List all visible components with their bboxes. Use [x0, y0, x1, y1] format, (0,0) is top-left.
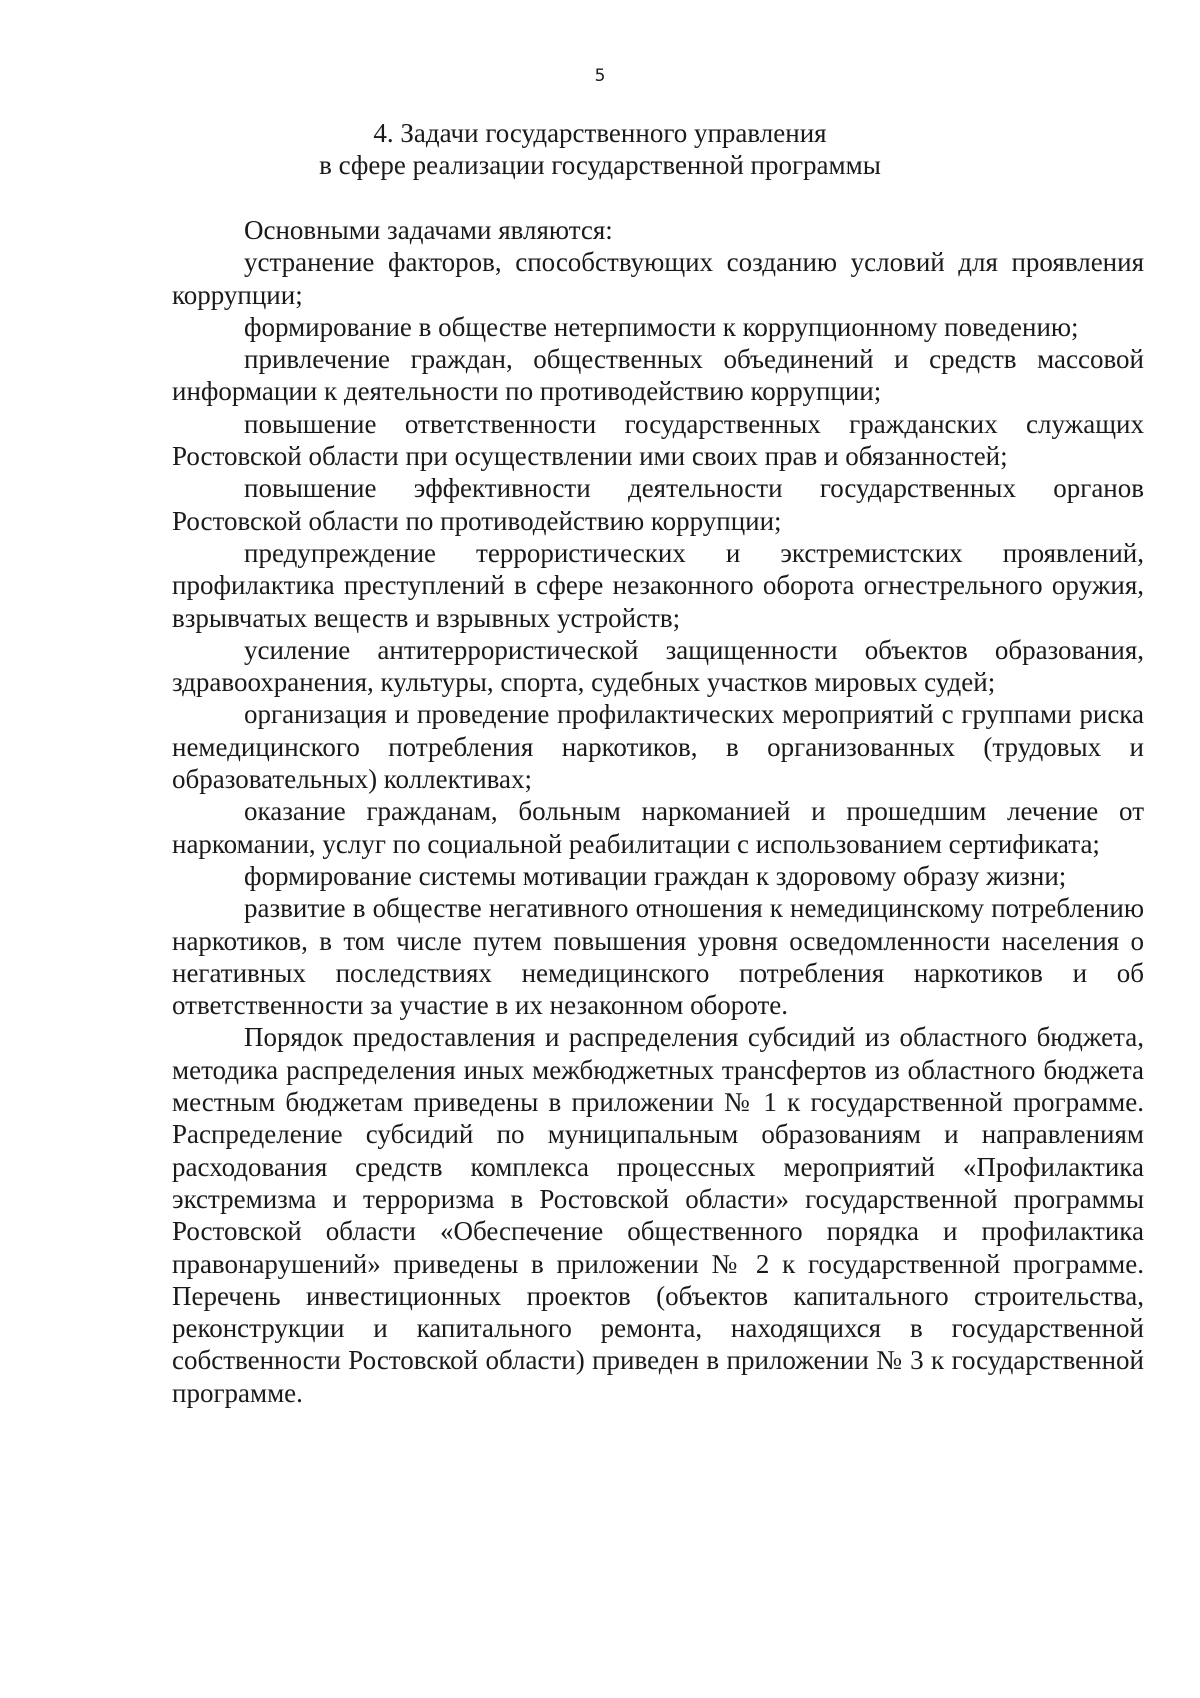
- paragraph-task-11: развитие в обществе негативного отношения к немедицинскому потреблению наркотиков, в том числе путем повышения уровня осведомленности населения о негативных последствиях немедицинского потребления наркотиков и об ответственности за участие в их незаконном обороте.: [172, 893, 1144, 1021]
- paragraph-intro: Основными задачами являются:: [244, 215, 613, 245]
- paragraph-task-8: организация и проведение профилактических мероприятий с группами риска немедицинского потребления наркотиков, в организованных (трудовых и образовательных) коллективах;: [172, 699, 1144, 795]
- paragraph-task-4: повышение ответственности государственных гражданских служащих Ростовской области при осуществлении ими своих прав и обязанностей;: [172, 408, 1144, 472]
- paragraph-task-3: привлечение граждан, общественных объединений и средств массовой информации к деятельности по противодействию коррупции;: [172, 344, 1144, 407]
- body-text: [172, 214, 1144, 1409]
- paragraph-task-10: формирование системы мотивации граждан к здоровому образу жизни;: [244, 860, 1067, 891]
- paragraph-task-9: оказание гражданам, больным наркоманией и прошедшим лечение от наркомании, услуг по социальной реабилитации с использованием сертификата;: [172, 796, 1144, 859]
- section-heading-line-2: в сфере реализации государственной программы: [319, 150, 881, 180]
- page-number: 5: [594, 66, 606, 86]
- paragraph-task-6: предупреждение террористических и экстремистских проявлений, профилактика преступлений в сфере незаконного оборота огнестрельного оружия, взрывчатых веществ и взрывных устройств;: [172, 537, 1144, 633]
- section-heading-line-1: 4. Задачи государственного управления: [373, 118, 827, 148]
- paragraph-task-5: повышение эффективности деятельности государственных органов Ростовской области по противодействию коррупции;: [172, 473, 1144, 536]
- section-heading: [0, 117, 1200, 181]
- paragraph-task-2: формирование в обществе нетерпимости к коррупционному поведению;: [244, 311, 1079, 342]
- paragraph-subsidies: Порядок предоставления и распределения субсидий из областного бюджета, методика распределения иных межбюджетных трансфертов из областного бюджета местным бюджетам приведены в приложении № 1 к государственной программе. Распределение субсидий по муниципальным образованиям и направлениям расходования средств комплекса процессных мероприятий «Профилактика экстремизма и терроризма в Ростовской области» государственной программы Ростовской области «Обеспечение общественного порядка и профилактика правонарушений» приведены в приложении № 2 к государственной программе. Перечень инвестиционных проектов (объектов капитального строительства, реконструкции и капитального ремонта, находящихся в государственной собственности Ростовской области) приведен в приложении № 3 к государственной программе.: [172, 1022, 1144, 1408]
- paragraph-task-1: устранение факторов, способствующих созданию условий для проявления коррупции;: [172, 247, 1144, 310]
- paragraph-task-7: усиление антитеррористической защищенности объектов образования, здравоохранения, культуры, спорта, судебных участков мировых судей;: [172, 634, 1144, 698]
